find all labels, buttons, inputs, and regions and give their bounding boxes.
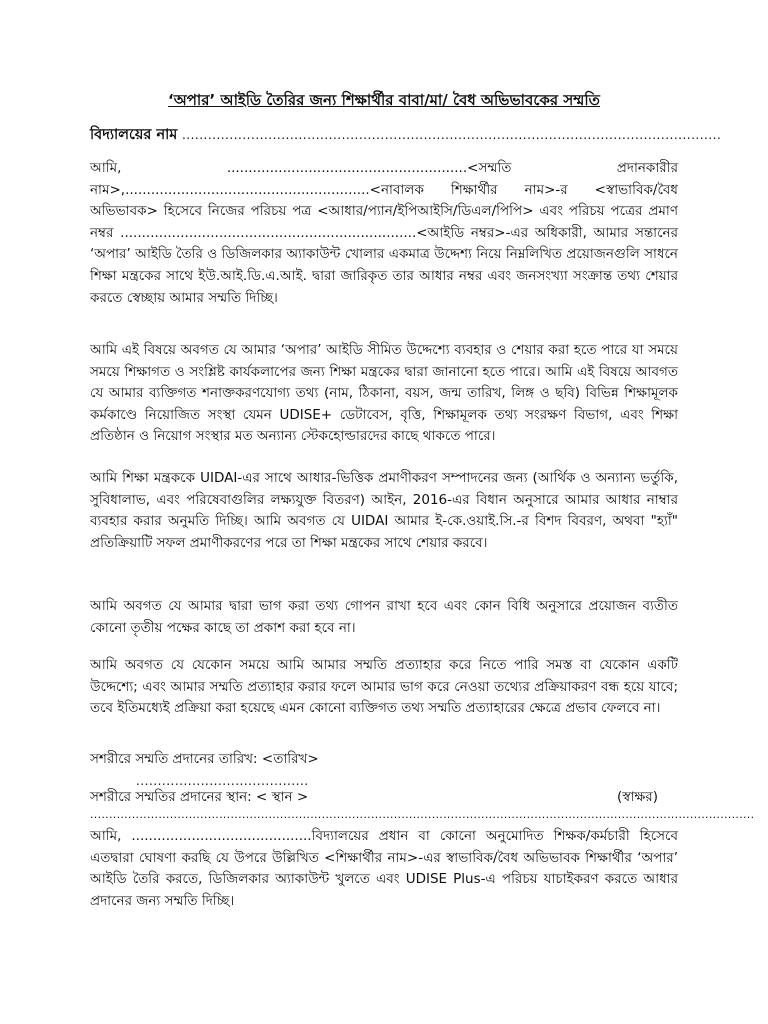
- consent-paragraph-5: আমি অবগত যে যেকোন সময়ে আমি আমার সম্মতি প্রত্যাহার করে নিতে পারি সমস্ত বা যেকোন একটি উদ্দেশ্যে; এবং আমার সম্মতি প্রত্যাহার করার ফলে আমার ভাগ করে নেওয়া তথ্যের প্রক্রিয়াকরণ বন্ধ হয়ে যাবে; তবে ইতিমধ্যেই প্রক্রিয়া করা হয়েছে এমন কোনো ব্যক্তিগত তথ্য সম্মতি প্রত্যাহারের ক্ষেত্রে প্রভাব ফেলবে না।: [90, 657, 678, 717]
- consent-paragraph-3: আমি শিক্ষা মন্ত্রককে UIDAI-এর সাথে আধার-ভিত্তিক প্রমাণীকরণ সম্পাদনের জন্য (আর্থিক ও অন্যান্য ভর্তুকি, সুবিধালাভ, এবং পরিষেবাগুলির লক্ষ্যযুক্ত বিতরণ) আইন, 2016-এর বিধান অনুসারে আমার আধার নাম্বার ব্যবহার করার অনুমতি দিচ্ছি। আমি অবগত যে UIDAI আমার ই-কে.ওয়াই.সি.-র বিশদ বিবরণ, অথবা "হ্যাঁ" প্রতিক্রিয়াটি সফল প্রমাণীকরণের পরে তা শিক্ষা মন্ত্রকের সাথে শেয়ার করবে।: [90, 470, 678, 551]
- consent-paragraph-1: আমি, ........................................................<সম্মতি প্রদানকারীর নাম>,.........................................................<নাবালক শিক্ষার্থীর নাম>-র <স্বাভাবিক/বৈধ অভিভাবক> হিসেবে নিজের পরিচয় পত্র <আধার/প্যান/ইপিআইসি/ডিএল/পিপি> এবং পরিচয় পত্রের প্রমাণ নম্বর .....................................................................<আইডি নম্বর>-এর অধিকারী, আমার সন্তানের ‘অপার’ আইডি তৈরি ও ডিজিলকার অ্যাকাউন্ট খোলার একমাত্র উদ্দেশ্য নিয়ে নিম্নলিখিত প্রয়োজনগুলি সাধনে শিক্ষা মন্ত্রকের সাথে ইউ.আই.ডি.এ.আই. দ্বারা জারিকৃত তার আধার নম্বর এবং জনসংখ্যা সংক্রান্ত তথ্য শেয়ার করতে স্বেচ্ছায় আমার সম্মতি দিচ্ছি।: [90, 160, 678, 306]
- school-name-blank: .............................................................................................................................: [181, 128, 722, 142]
- signature-blank: ........................................: [136, 774, 309, 788]
- school-name-label: বিদ্যালয়ের নাম: [90, 127, 178, 143]
- consent-paragraph-4: আমি অবগত যে আমার দ্বারা ভাগ করা তথ্য গোপন রাখা হবে এবং কোন বিধি অনুসারে প্রয়োজন ব্যতীত কোনো তৃতীয় পক্ষের কাছে তা প্রকাশ করা হবে না।: [90, 598, 678, 636]
- signature-label: (স্বাক্ষর): [616, 789, 658, 805]
- school-name-line: [90, 124, 722, 146]
- consent-place-line: সশরীরে সম্মতির প্রদানের স্থান: < স্থান >: [90, 789, 309, 805]
- section-separator: ...............................................................................................................................................................................: [90, 808, 755, 821]
- consent-date-line: সশরীরে সম্মতি প্রদানের তারিখ: <তারিখ>: [90, 751, 319, 767]
- consent-paragraph-2: আমি এই বিষয়ে অবগত যে আমার ‘অপার’ আইডি সীমিত উদ্দেশ্যে ব্যবহার ও শেয়ার করা হতে পারে যা সময়ে সময়ে শিক্ষাগত ও সংশ্লিষ্ট কার্যকলাপের জন্য শিক্ষা মন্ত্রকের দ্বারা জানানো হতে পারে। আমি এই বিষয়ে আবগত যে আমার ব্যক্তিগত শনাক্তকরণযোগ্য তথ্য (নাম, ঠিকানা, বয়স, জন্ম তারিখ, লিঙ্গ ও ছবি) বিভিন্ন শিক্ষামূলক কর্মকাণ্ডে নিয়োজিত সংস্থা যেমন UDISE+ ডেটাবেস, বৃত্তি, শিক্ষামূলক তথ্য সংরক্ষণ বিভাগ, এবং শিক্ষা প্রতিষ্ঠান ও নিয়োগ সংস্থার মত অন্যান্য স্টেকহোল্ডারদের কাছে থাকতে পারে।: [90, 342, 678, 445]
- declaration-paragraph: আমি, ..........................................বিদ্যালয়ের প্রধান বা কোনো অনুমোদিত শিক্ষক/কর্মচারী হিসেবে এতদ্বারা ঘোষণা করছি যে উপরে উল্লিখিত <শিক্ষার্থীর নাম>-এর স্বাভাবিক/বৈধ অভিভাবক শিক্ষার্থীর ‘অপার’ আইডি তৈরি করতে, ডিজিলকার অ্যাকাউন্ট খুলতে এবং UDISE Plus-এ পরিচয় যাচাইকরণ করতে আধার প্রদানের জন্য সম্মতি দিচ্ছি।: [90, 828, 678, 909]
- form-title: ‘অপার’ আইডি তৈরির জন্য শিক্ষার্থীর বাবা/মা/ বৈধ অভিভাবকের সম্মতি: [168, 91, 600, 109]
